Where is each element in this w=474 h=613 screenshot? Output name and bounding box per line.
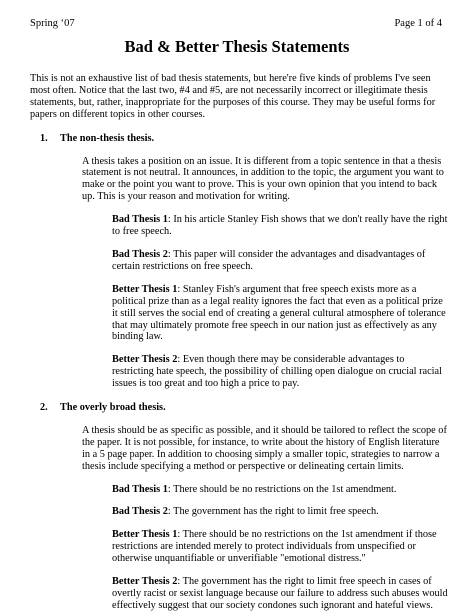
section-title: The overly broad thesis.: [60, 402, 166, 414]
example-label: Bad Thesis 2: [112, 506, 168, 518]
example-label: Bad Thesis 1: [112, 483, 168, 495]
example-bad-thesis-1: [112, 484, 448, 496]
example-bad-thesis-1: [112, 214, 448, 238]
example-label: Better Thesis 1: [112, 529, 178, 541]
example-label: Bad Thesis 2: [112, 248, 168, 260]
header-page-number: Page 1 of 4: [394, 18, 442, 29]
example-text: : There should be no restrictions on the 1st amendment.: [167, 483, 397, 495]
example-label: Better Thesis 1: [112, 283, 178, 295]
example-text: : This paper will consider the advantages and disadvantages of certain restrictions on free speech.: [112, 248, 426, 272]
example-text: : In his article Stanley Fish shows that we don't really have the right to free speech.: [112, 214, 448, 238]
example-better-thesis-1: [112, 529, 448, 565]
example-text: : The government has the right to limit free speech in cases of overtly racist or sexist language because our failure to address such abuses would effectively suggest that our society condones such ignorant and hateful views.: [112, 576, 448, 611]
section-heading-1: [40, 133, 448, 145]
example-better-thesis-2: [112, 354, 448, 390]
header-term: Spring ‘07: [30, 18, 75, 29]
example-bad-thesis-2: [112, 249, 448, 273]
example-better-thesis-1: [112, 284, 448, 344]
example-text: : There should be no restrictions on the 1st amendment if those restrictions are intended merely to protect individuals from unspecified or otherwise unquantifiable or unverifiable "emotional distress.": [112, 529, 437, 565]
section-number: 2.: [40, 402, 48, 414]
page-title: Bad & Better Thesis Statements: [124, 37, 350, 56]
example-label: Better Thesis 2: [112, 354, 178, 366]
section-title: The non-thesis thesis.: [60, 132, 155, 144]
intro-paragraph: This is not an exhaustive list of bad thesis statements, but here're five kinds of problems I've seen most often. Notice that the last two, #4 and #5, are not necessarily incorrect or illegitimate thesis statements, but, rather, inappropriate for the purposes of this course. They may be useful forms for papers on different topics in other courses.: [30, 73, 436, 120]
example-text: : Stanley Fish's argument that free speech exists more as a political prize than as a legal reality ignores the fact that even as a political prize it still serves the social end of creating a general cultural atmosphere of tolerance that may ultimately promote free speech in our nation just as effectively as any binding law.: [112, 283, 446, 343]
example-label: Bad Thesis 1: [112, 214, 168, 226]
example-better-thesis-2: [112, 576, 448, 612]
section-heading-2: [40, 402, 448, 414]
example-label: Better Thesis 2: [112, 576, 178, 588]
example-text: : The government has the right to limit free speech.: [167, 506, 379, 518]
section-paragraph-2: A thesis should be as specific as possible, and it should be tailored to reflect the scope of the paper. It is not possible, for instance, to write about the history of English literature in a 5 page paper. In addition to choosing simply a smaller topic, strategies to narrow a thesis include specifying a method or perspective or delineating certain limits.: [82, 424, 447, 472]
section-paragraph-1: A thesis takes a position on an issue. It is different from a topic sentence in that a thesis statement is not neutral. It announces, in addition to the topic, the argument you want to make or the point you want to prove. This is your own opinion that you intend to back up. This is your reason and motivation for writing.: [82, 155, 444, 203]
document-body: [30, 73, 448, 612]
example-text: : Even though there may be considerable advantages to restricting hate speech, the possibility of chilling open dialogue on crucial racial issues is too great and too high a price to pay.: [112, 354, 442, 390]
section-number: 1.: [40, 132, 48, 144]
example-bad-thesis-2: [112, 506, 448, 518]
